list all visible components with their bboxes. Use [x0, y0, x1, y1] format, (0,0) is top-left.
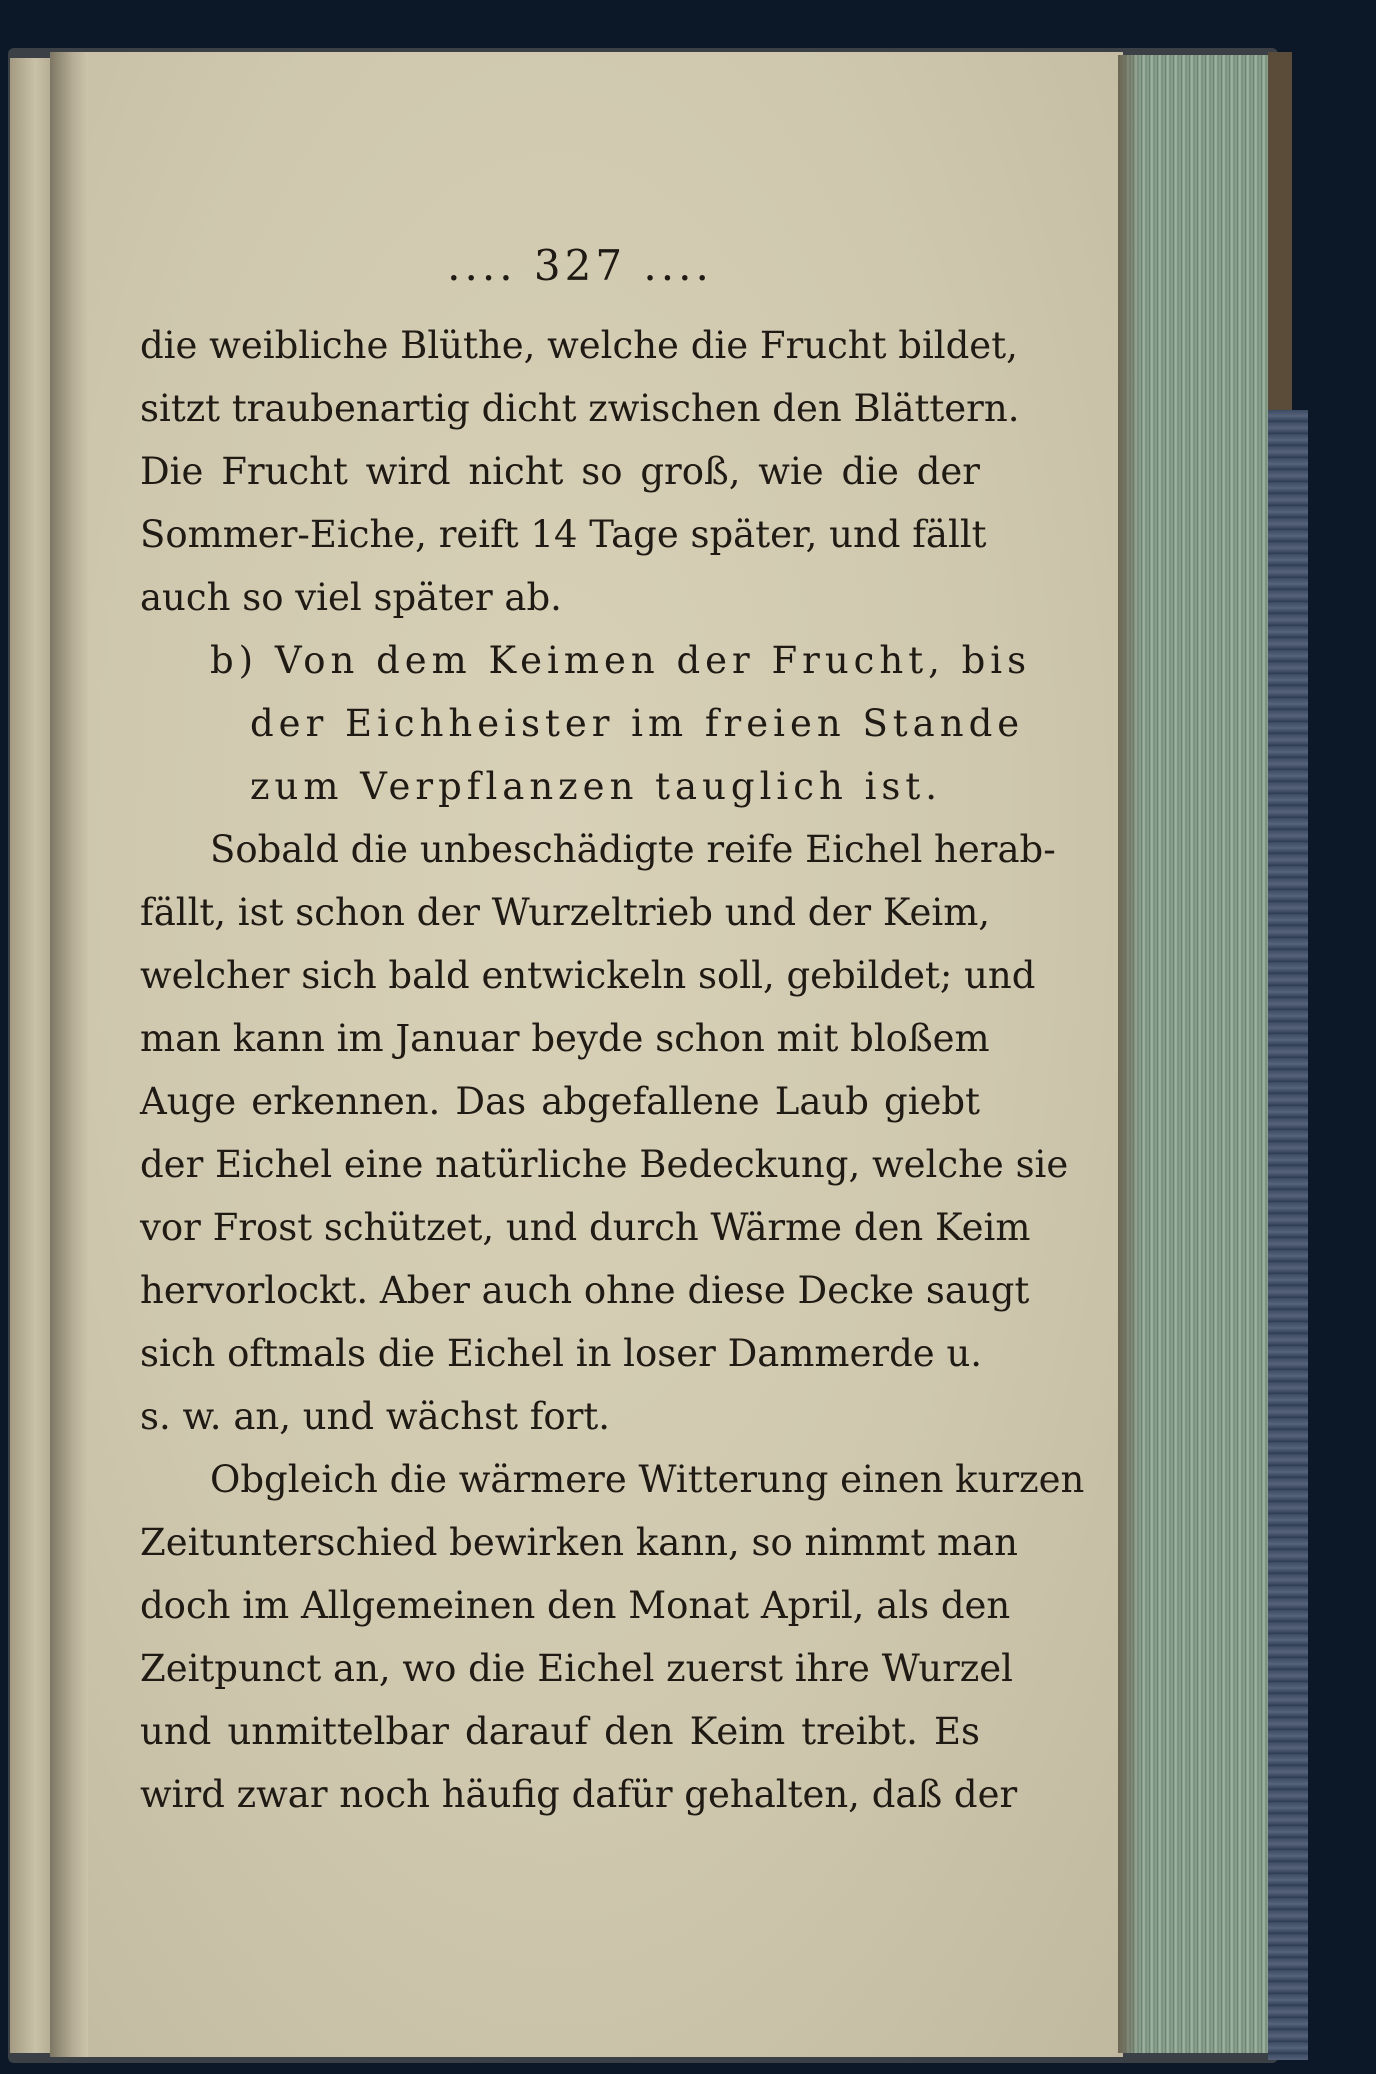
text-line: man kann im Januar beyde schon mit bloßem — [140, 1017, 990, 1060]
text-line: vor Frost schützet, und durch Wärme den Keim — [140, 1206, 1031, 1249]
text-line: und unmittelbar darauf den Keim treibt. Es — [140, 1710, 980, 1753]
text-line: doch im Allgemeinen den Monat April, als den — [140, 1584, 1011, 1627]
facing-page-edge — [10, 58, 52, 2053]
section-heading-line: der Eichheister im freien Stande — [250, 702, 1025, 745]
text-line: der Eichel eine natürliche Bedeckung, welche sie — [140, 1143, 1069, 1186]
text-line: Sobald die unbeschädigte reife Eichel herab- — [210, 828, 1056, 871]
section-heading-line: zum Verpflanzen tauglich ist. — [250, 765, 943, 808]
text-line: Auge erkennen. Das abgefallene Laub giebt — [140, 1080, 980, 1123]
page-edges — [1118, 55, 1268, 2053]
text-block — [140, 240, 1085, 1826]
text-line: s. w. an, und wächst fort. — [140, 1395, 611, 1438]
text-line: die weibliche Blüthe, welche die Frucht bildet, — [140, 324, 1018, 367]
text-line: hervorlockt. Aber auch ohne diese Decke saugt — [140, 1269, 1030, 1312]
section-heading-line: b) Von dem Keimen der Frucht, bis — [210, 639, 1032, 682]
text-line: sitzt traubenartig dicht zwischen den Blättern. — [140, 387, 1020, 430]
text-line: Sommer-Eiche, reift 14 Tage später, und fällt — [140, 513, 987, 556]
text-line: fällt, ist schon der Wurzeltrieb und der Keim, — [140, 891, 991, 934]
text-line: Zeitunterschied bewirken kann, so nimmt man — [140, 1521, 1018, 1564]
cover-board-top — [1268, 52, 1292, 412]
text-line: welcher sich bald entwickeln soll, gebildet; und — [140, 954, 1036, 997]
page-edges-shadow — [1118, 55, 1140, 2053]
gutter — [50, 52, 90, 2057]
text-line: Obgleich die wärmere Witterung einen kurzen — [210, 1458, 1085, 1501]
text-line: wird zwar noch häufig dafür gehalten, daß der — [140, 1773, 1018, 1816]
text-line: auch so viel später ab. — [140, 576, 562, 619]
text-line: sich oftmals die Eichel in loser Dammerde u. — [140, 1332, 983, 1375]
text-line: Zeitpunct an, wo die Eichel zuerst ihre Wurzel — [140, 1647, 1013, 1690]
page-number-header: .... 327 .... — [447, 241, 713, 290]
text-line: Die Frucht wird nicht so groß, wie die der — [140, 450, 980, 493]
cover-board-marbled — [1268, 410, 1308, 2060]
